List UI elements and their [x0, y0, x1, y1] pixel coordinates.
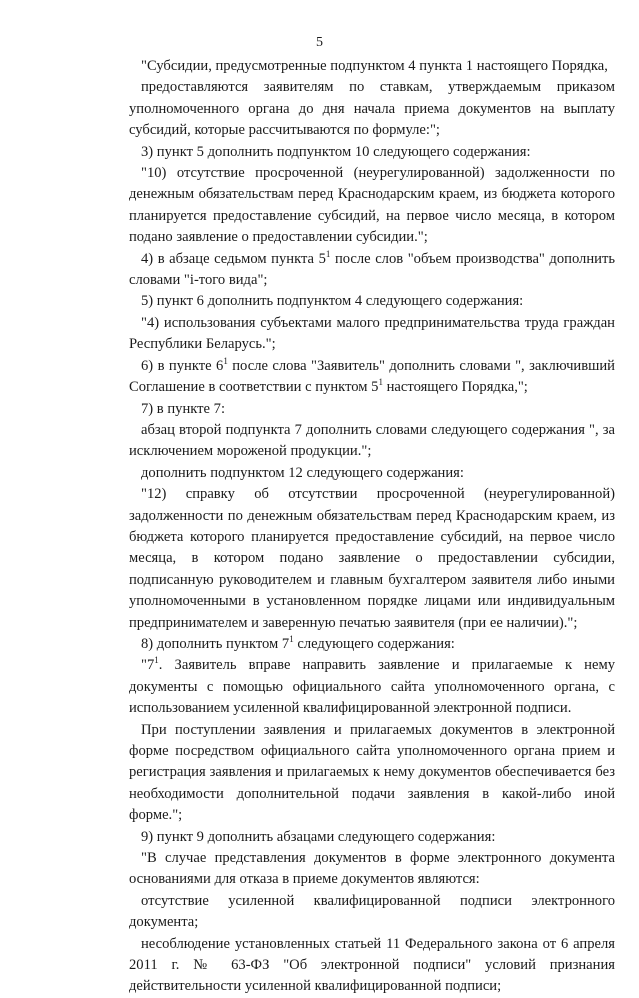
- paragraph-16: 9) пункт 9 дополнить абзацами следующего содержания:: [141, 828, 496, 845]
- paragraph-14-end: . Заявитель вправе направить заявление и прилагаемые к нему документы с помощью официального сайта уполномоченного органа, с использованием усиленной квалифицированной электронной подписи.: [129, 657, 615, 717]
- paragraph-17: "В случае представления документов в форме электронного документа основаниями для отказа в приеме документов являются:: [129, 850, 615, 888]
- page-number: 5: [316, 35, 323, 50]
- paragraph-13-superscript: 1: [289, 634, 294, 645]
- paragraph-14-start: "7: [141, 657, 155, 674]
- paragraph-10: абзац второй подпункта 7 дополнить словами следующего содержания ", за исключением мороженой продукции.";: [129, 421, 615, 460]
- paragraph-11: дополнить подпунктом 12 следующего содержания:: [141, 464, 464, 481]
- paragraph-13-start: 8) дополнить пунктом 7: [141, 635, 290, 652]
- paragraph-13-end: следующего содержания:: [293, 635, 455, 652]
- paragraph-8-superscript: 1: [223, 355, 228, 366]
- paragraph-1: "Субсидии, предусмотренные подпунктом 4 пункта 1 настоящего Порядка,: [141, 58, 608, 74]
- paragraph-5-start: 4) в абзаце седьмом пункта 5: [141, 250, 326, 267]
- paragraph-6: 5) пункт 6 дополнить подпунктом 4 следующего содержания:: [141, 293, 524, 310]
- paragraph-5-end: после слов "объем производства" дополнить словами "i-того вида";: [129, 250, 615, 289]
- paragraph-5: [129, 249, 615, 292]
- paragraph-14: [129, 655, 615, 719]
- paragraph-3: 3) пункт 5 дополнить подпунктом 10 следующего содержания:: [141, 143, 531, 160]
- paragraph-14-superscript: 1: [154, 655, 159, 666]
- paragraph-12: "12) справку об отсутствии просроченной (неурегулированной) задолженности по денежным обязательствам перед Краснодарским краем, из бюджета которого планируется предоставление субсидий, на первое число месяца, в котором подано заявление о предоставлении субсидии, подписанную руководителем и главным бухгалтером заявителя либо иными уполномоченными в установленном порядке лицами или индивидуальным предпринимателем и заверенную печатью заявителя (при ее наличии).";: [129, 486, 615, 631]
- paragraph-13: [129, 634, 615, 655]
- paragraph-8-start: 6) в пункте 6: [141, 357, 224, 374]
- paragraph-9: 7) в пункте 7:: [141, 400, 226, 417]
- paragraph-18: отсутствие усиленной квалифицированной подписи электронного документа;: [129, 892, 615, 931]
- paragraph-8-end: настоящего Порядка,";: [382, 379, 528, 396]
- paragraph-8-middle: после слова "Заявитель" дополнить словами ", заключивший Соглашение в соответствии с пунктом 5: [129, 357, 615, 396]
- paragraph-5-superscript: 1: [325, 248, 331, 259]
- paragraph-8: [129, 356, 615, 399]
- paragraph-2: предоставляются заявителям по ставкам, утверждаемым приказом уполномоченного органа до дня начала приема документов на выплату субсидий, которые рассчитываются по формуле:";: [129, 79, 615, 139]
- paragraph-7: "4) использования субъектами малого предпринимательства труда граждан Республики Беларусь.";: [129, 314, 615, 353]
- paragraph-8-superscript-2: 1: [378, 377, 383, 388]
- paragraph-15: При поступлении заявления и прилагаемых документов в электронной форме посредством официального сайта уполномоченного органа прием и регистрация заявления и прилагаемых к нему документов обеспечивается без необходимости дополнительной подачи заявления в какой-либо иной форме.";: [129, 721, 615, 824]
- paragraph-4: "10) отсутствие просроченной (неурегулированной) задолженности по денежным обязательствам перед Краснодарским краем, из бюджета которого планируется предоставление субсидий, на первое число месяца, в котором подано заявление о предоставлении субсидии.";: [129, 165, 615, 246]
- paragraph-19: несоблюдение установленных статьей 11 Федерального закона от 6 апреля 2011 г. № 63-ФЗ "Об электронной подписи" условий признания действительности усиленной квалифицированной подписи;: [129, 935, 615, 995]
